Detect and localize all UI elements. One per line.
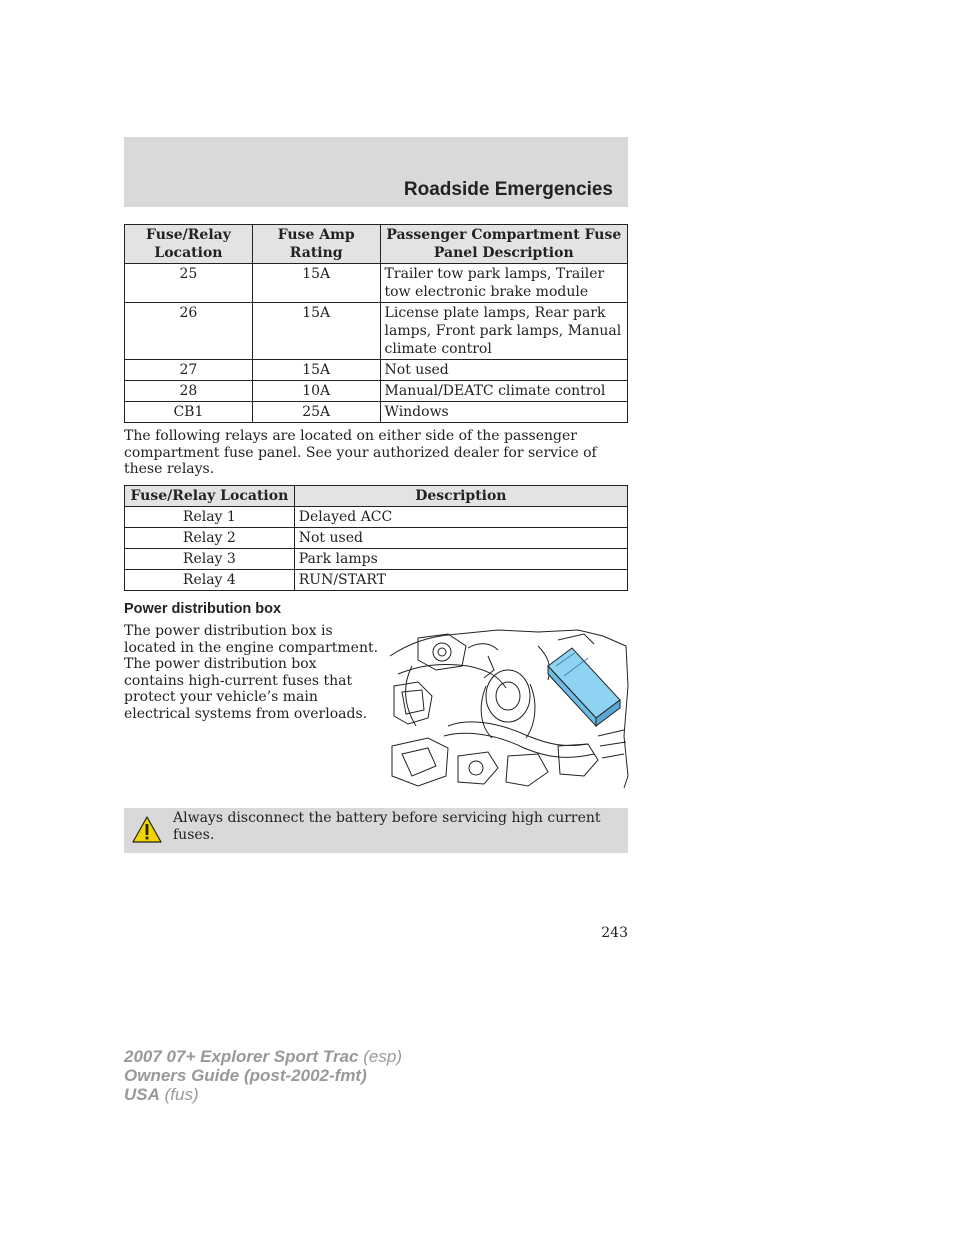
table-row [125,507,628,528]
warning-callout [124,808,628,853]
fuse-description: License plate lamps, Rear park lamps, Front park lamps, Manual climate control [380,303,627,360]
table-row [125,402,628,423]
fuse-description: Windows [380,402,627,423]
footer-line-3 [124,1085,402,1104]
power-distribution-box-highlight [548,648,620,726]
footer-model: 2007 07+ Explorer Sport Trac [124,1047,359,1066]
footer-line-2 [124,1066,402,1085]
section-heading: Power distribution box [124,601,282,617]
column-header-description: Passenger Compartment Fuse Panel Description [380,225,627,264]
relay-description: Park lamps [294,549,627,570]
fuse-rating: 15A [252,360,380,381]
warning-text: Always disconnect the battery before servicing high current fuses. [173,810,601,843]
table-row [125,303,628,360]
table-row [125,570,628,591]
document-footer [124,1047,402,1104]
power-distribution-paragraph: The power distribution box is located in the engine compartment. The power distribution box contains high-current fuses that protect your vehicle’s main electrical systems from overloads. [124,623,379,722]
table-row [125,360,628,381]
fuse-location: 27 [125,360,253,381]
table-row [125,549,628,570]
fuse-rating: 10A [252,381,380,402]
section-header-band [124,137,628,207]
fuse-description: Trailer tow park lamps, Trailer tow electronic brake module [380,264,627,303]
relay-table-header-row [125,486,628,507]
relay-location: Relay 3 [125,549,295,570]
fuse-description: Manual/DEATC climate control [380,381,627,402]
column-header-location: Fuse/Relay Location [125,225,253,264]
engine-compartment-illustration [388,626,630,790]
fuse-location: CB1 [125,402,253,423]
relay-description: Not used [294,528,627,549]
column-header-rating: Fuse Amp Rating [252,225,380,264]
relay-location: Relay 4 [125,570,295,591]
page-number: 243 [601,925,628,941]
fuse-location: 28 [125,381,253,402]
fuse-location: 26 [125,303,253,360]
fuse-rating: 15A [252,264,380,303]
relay-description: Delayed ACC [294,507,627,528]
column-header-location: Fuse/Relay Location [125,486,295,507]
footer-line-1 [124,1047,402,1066]
fuse-rating: 25A [252,402,380,423]
fuse-rating: 15A [252,303,380,360]
column-header-description: Description [294,486,627,507]
relay-table [124,485,628,591]
footer-guide: Owners Guide (post-2002-fmt) [124,1066,367,1085]
footer-market: USA [124,1085,160,1104]
fuse-table-header-row [125,225,628,264]
relay-location: Relay 1 [125,507,295,528]
warning-triangle-icon [131,815,163,845]
fuse-description: Not used [380,360,627,381]
fuse-location: 25 [125,264,253,303]
footer-model-code: (esp) [363,1047,402,1066]
table-row [125,264,628,303]
table-row [125,381,628,402]
table-row [125,528,628,549]
footer-market-code: (fus) [164,1085,199,1104]
relays-intro-paragraph: The following relays are located on either side of the passenger compartment fuse panel. See your authorized dealer for service of these relays. [124,428,597,477]
section-title: Roadside Emergencies [403,179,613,200]
relay-description: RUN/START [294,570,627,591]
relay-location: Relay 2 [125,528,295,549]
fuse-table [124,224,628,423]
